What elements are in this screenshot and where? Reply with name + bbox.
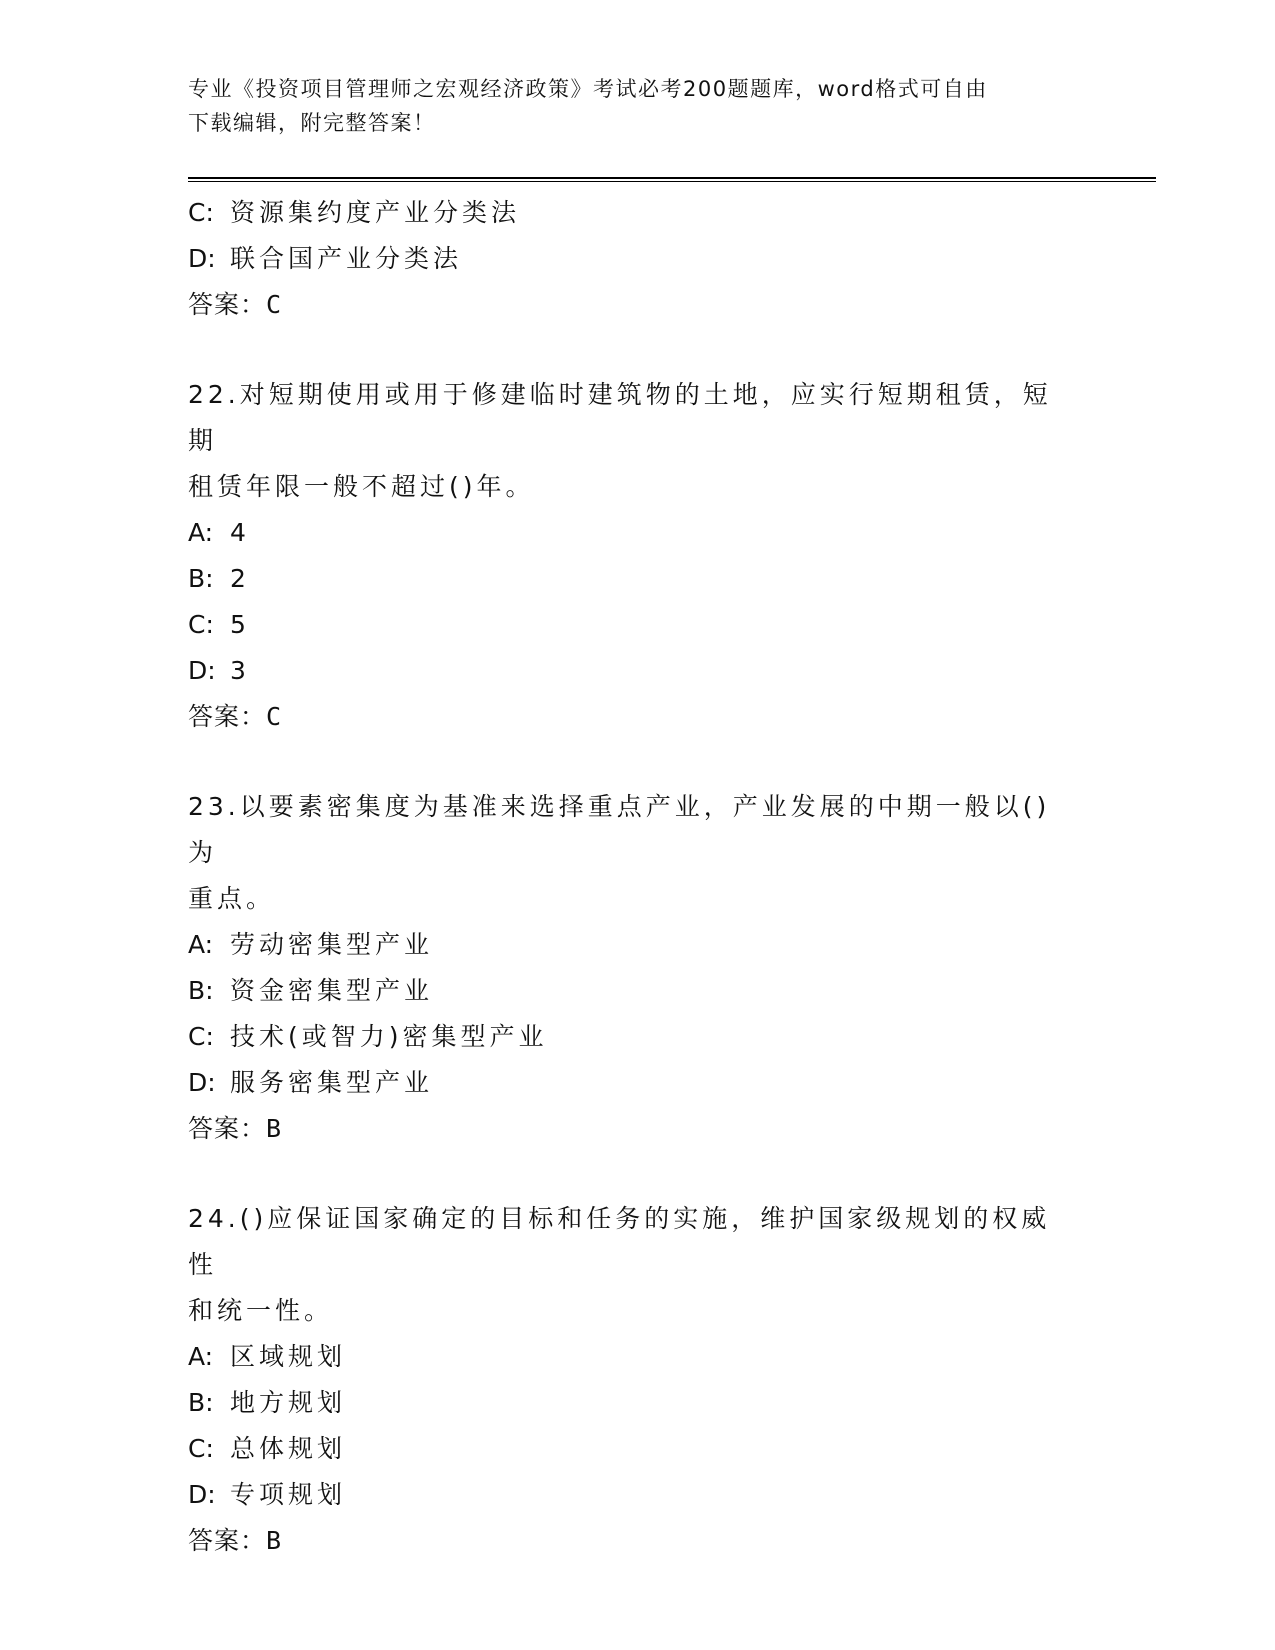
document-header <box>188 72 1088 140</box>
header-divider <box>188 177 1156 182</box>
answer-line: 答案：B <box>188 1526 283 1555</box>
question-23 <box>188 784 1088 1152</box>
option-d: D: 联合国产业分类法 <box>188 244 463 273</box>
option-a: A: 4 <box>188 518 250 547</box>
question-22 <box>188 372 1088 740</box>
question-stem: 23.以要素密集度为基准来选择重点产业，产业发展的中期一般以()为 重点。 <box>188 792 1051 913</box>
header-line-2: 下载编辑，附完整答案！ <box>188 111 436 135</box>
answer-line: 答案：B <box>188 1114 283 1143</box>
question-content <box>188 190 1088 1564</box>
question-stem: 24.()应保证国家确定的目标和任务的实施，维护国家级规划的权威性 和统一性。 <box>188 1204 1051 1325</box>
option-d: D: 服务密集型产业 <box>188 1068 434 1097</box>
option-c: C: 资源集约度产业分类法 <box>188 198 521 227</box>
header-line-1: 专业《投资项目管理师之宏观经济政策》考试必考200题题库，word格式可自由 <box>188 77 988 101</box>
option-c: C: 总体规划 <box>188 1434 347 1463</box>
option-d: D: 3 <box>188 656 250 685</box>
question-stem: 22.对短期使用或用于修建临时建筑物的土地，应实行短期租赁，短期 租赁年限一般不超过()年。 <box>188 380 1052 501</box>
option-c: C: 5 <box>188 610 250 639</box>
answer-line: 答案：C <box>188 290 283 319</box>
option-a: A: 劳动密集型产业 <box>188 930 434 959</box>
option-b: B: 地方规划 <box>188 1388 347 1417</box>
option-c: C: 技术(或智力)密集型产业 <box>188 1022 548 1051</box>
answer-line: 答案：C <box>188 702 283 731</box>
question-24 <box>188 1196 1088 1564</box>
option-d: D: 专项规划 <box>188 1480 347 1509</box>
option-b: B: 资金密集型产业 <box>188 976 434 1005</box>
option-b: B: 2 <box>188 564 250 593</box>
option-a: A: 区域规划 <box>188 1342 347 1371</box>
prev-question-block <box>188 190 1088 328</box>
